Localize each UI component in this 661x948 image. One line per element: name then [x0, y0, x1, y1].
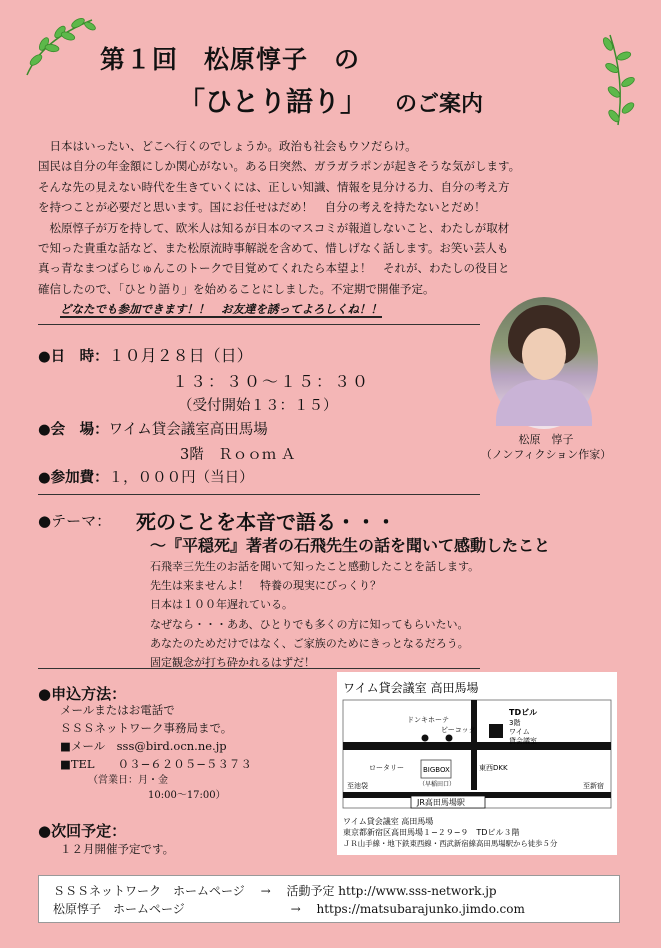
apply-hours: 10:00〜17:00）	[148, 790, 226, 801]
intro-line: 日本はいったい、どこへ行くのでしょうか。政治も社会もウソだらけ。	[38, 139, 417, 153]
event-time: １３：３０〜１５：３０	[172, 372, 371, 391]
map-road-vertical	[471, 700, 477, 790]
map-beecock: ビーコック	[441, 726, 476, 734]
fee-label: ●参加費：	[38, 469, 109, 486]
event-date	[38, 343, 253, 366]
mail-link[interactable]: sss@bird.ocn.ne.jp	[116, 739, 227, 753]
map-td-name: ワイム	[509, 728, 530, 736]
footer-label: ＳＳＳネットワーク ホームページ	[53, 884, 245, 898]
intro-line: そんな先の見えない時代を生きていくには、正しい知識、情報を見分ける力、自分の考え方	[38, 179, 510, 194]
title-line1: 第１回 松原惇子 の	[100, 45, 361, 74]
footer-links	[38, 875, 620, 923]
beecock-marker	[446, 735, 453, 742]
theme-label: ●テーマ：	[38, 512, 112, 530]
map-td-building: TDビル	[509, 708, 538, 717]
theme-line: 固定観念が打ち砕かれるはずだ！	[150, 656, 315, 670]
sss-network-link[interactable]: 活動予定 http://www.sss-network.jp	[286, 884, 497, 898]
speaker-caption	[478, 432, 614, 462]
intro-emphasis: どなたでも参加できます！！ お友達を誘ってよろしくね！！	[60, 302, 382, 317]
theme-line: 先生は来ませんよ！ 特養の現実にびっくり？	[150, 579, 381, 593]
theme-title: 死のことを本音で語る・・・	[136, 510, 396, 534]
apply-line: メールまたはお電話で	[60, 703, 175, 717]
td-building-marker	[489, 724, 503, 738]
apply-line: ＳＳＳネットワーク事務局まで。	[60, 721, 233, 735]
footer-row	[53, 882, 497, 899]
intro-text	[38, 136, 538, 320]
map-address3: ＪＲ山手線・地下鉄東西線・西武新宿線高田馬場駅から徒歩５分	[343, 839, 558, 848]
divider	[38, 668, 480, 669]
title-main: 「ひとり語り」	[178, 87, 367, 118]
access-map	[337, 672, 617, 855]
date-value: １０月２８日（日）	[108, 346, 253, 365]
apply-hours: （営業日：月・金	[88, 775, 168, 786]
apply-body	[60, 701, 252, 803]
venue-label: ●会 場：	[38, 421, 109, 438]
theme-line: 日本は１００年遅れている。	[150, 598, 293, 612]
map-title: ワイム貸会議室 高田馬場	[343, 681, 479, 695]
venue-value: ワイム貸会議室高田馬場	[108, 422, 268, 438]
map-donki: ドンキホーテ	[407, 716, 449, 724]
map-address2: 東京都新宿区高田馬場１−２９−９ TDビル３階	[343, 828, 520, 837]
speaker-name: 松原 惇子	[518, 433, 574, 446]
intro-line: を持つことが必要だと思います。国にお任せはだめ！ 自分の考えを持たないとだめ！	[38, 200, 486, 215]
fee-value: １，０００円	[108, 470, 196, 486]
divider	[38, 494, 480, 495]
event-venue	[38, 418, 268, 439]
next-body: １２月開催予定です。	[60, 842, 175, 856]
theme-line: 石飛幸三先生のお話を聞いて知ったこと感動したことを話します。	[150, 560, 480, 573]
map-waseda-exit: （早稲田口）	[419, 781, 456, 788]
map-td-room: 貸会議室	[509, 737, 537, 745]
donki-marker	[422, 735, 429, 742]
intro-line: 国民は自分の年金額にしか関心がない。ある日突然、ガラガラポンが起きそうな気がします。	[38, 159, 521, 174]
apply-tel	[60, 755, 252, 773]
tel-value: ０３−６２０５−５３７３	[117, 757, 252, 771]
map-ikebukuro: 至池袋	[347, 782, 368, 790]
tel-label: ■TEL	[60, 757, 95, 771]
theme-line: あなたのためだけではなく、ご家族のためにきっとなるだろう。	[150, 636, 469, 650]
next-heading: ●次回予定：	[38, 822, 127, 840]
map-station: JR高田馬場駅	[417, 798, 465, 807]
theme-subtitle: ～『平穏死』著者の石飛先生の話を聞いて感動したこと	[150, 536, 551, 555]
vine-decoration-left	[22, 10, 102, 80]
divider	[38, 324, 480, 325]
fee-note: （当日）	[195, 470, 254, 486]
intro-line: で知った貴重な話など、また松原流時事解説を含めて、惜しげなく話します。お笑い芸人も	[38, 241, 509, 256]
speaker-role: （ノンフィクション作家）	[480, 448, 612, 461]
intro-line: 松原惇子が万を持して、欧米人は知るが日本のマスコミが報道しないこと、わたしが取材	[38, 220, 510, 235]
matsubara-link[interactable]: https://matsubarajunko.jimdo.com	[316, 902, 525, 916]
arrow-icon: →	[260, 884, 271, 898]
date-label: ●日 時：	[38, 348, 109, 365]
apply-mail	[60, 737, 252, 755]
speaker-photo-face	[522, 328, 566, 380]
map-shinjuku: 至新宿	[583, 782, 604, 790]
event-reception: （受付開始１３：１５）	[178, 398, 338, 414]
map-rotary: ロータリー	[369, 764, 404, 772]
map-address1: ワイム貸会議室 高田馬場	[343, 817, 434, 826]
vine-decoration-right	[590, 30, 645, 130]
theme-body	[150, 557, 479, 672]
event-room: 3階 Ｒｏｏｍ Ａ	[180, 447, 296, 463]
theme-line: なぜなら・・・ああ、ひとりでも多くの方に知ってもらいたい。	[150, 617, 469, 631]
apply-heading: ●申込方法：	[38, 685, 127, 703]
event-fee	[38, 466, 254, 487]
footer-label: 松原惇子 ホームページ	[53, 902, 185, 916]
mail-label: ■メール	[60, 739, 106, 753]
intro-line: 真っ青なまつばらじゅんこのトークで目覚めてくれたら本望よ！ それが、わたしの役目と	[38, 261, 510, 276]
map-dkk: 東西DKK	[479, 764, 508, 772]
intro-line: 確信したので、「ひとり語り」を始めることにしました。不定期で開催予定。	[38, 281, 435, 296]
arrow-icon: →	[290, 902, 301, 916]
map-bigbox: BIGBOX	[423, 766, 450, 774]
title-tail: のご案内	[395, 92, 484, 117]
title-line2	[178, 80, 483, 119]
map-td-floor: 3階	[509, 719, 521, 727]
footer-row	[53, 900, 525, 917]
